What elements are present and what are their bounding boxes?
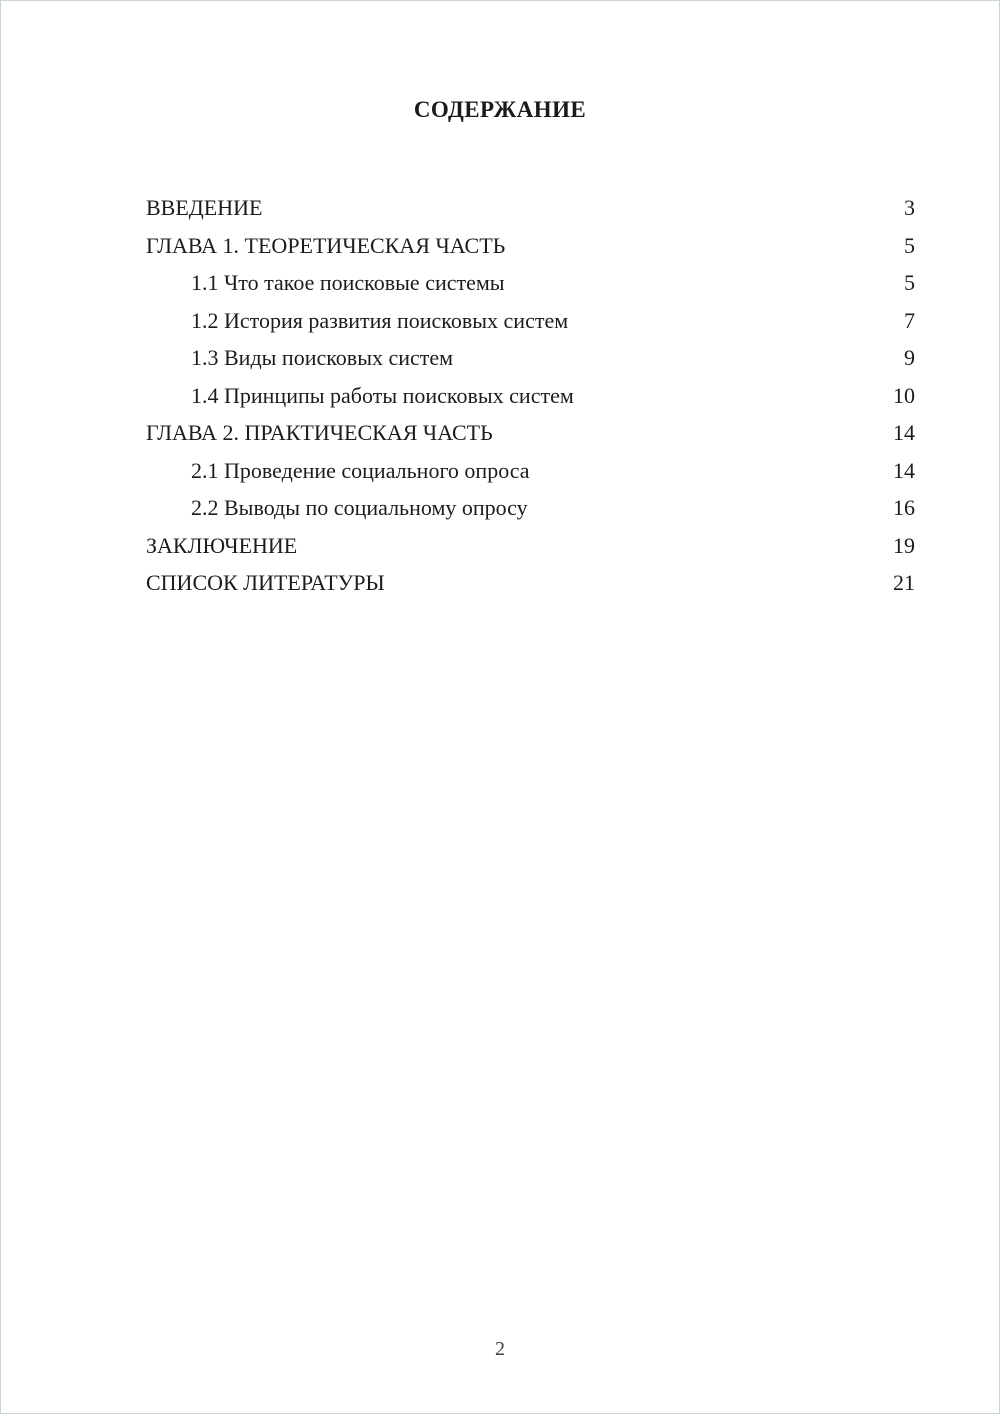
toc-entry-page: 9: [904, 345, 915, 370]
toc-entry-page: 19: [893, 532, 915, 558]
toc-entry-section-2-2: [146, 489, 915, 527]
toc-entry-page: 7: [904, 307, 915, 333]
page-number: 2: [495, 1338, 505, 1360]
table-of-contents: [146, 189, 915, 602]
toc-entry-section-2-1: [146, 452, 915, 490]
toc-entry-label: 1.1 Что такое поисковые системы: [191, 270, 505, 295]
toc-entry-section-1-4: [146, 377, 915, 415]
toc-entry-introduction: [146, 189, 915, 227]
toc-entry-label: 1.2 История развития поисковых систем: [191, 307, 569, 333]
toc-entry-page: 14: [893, 420, 915, 445]
toc-entry-page: 5: [904, 232, 915, 258]
toc-entry-page: 21: [893, 570, 915, 595]
toc-entry-page: 14: [893, 457, 915, 483]
toc-entry-page: 16: [893, 495, 915, 520]
page-title: СОДЕРЖАНИЕ: [413, 97, 587, 122]
toc-entry-label: ЗАКЛЮЧЕНИЕ: [146, 532, 298, 558]
toc-entry-page: 5: [904, 270, 915, 295]
toc-entry-label: 2.2 Выводы по социальному опросу: [191, 495, 528, 520]
toc-entry-label: ГЛАВА 1. ТЕОРЕТИЧЕСКАЯ ЧАСТЬ: [146, 232, 506, 258]
toc-entry-bibliography: [146, 564, 915, 602]
toc-entry-label: ГЛАВА 2. ПРАКТИЧЕСКАЯ ЧАСТЬ: [146, 420, 493, 445]
toc-entry-label: ВВЕДЕНИЕ: [146, 195, 263, 220]
toc-entry-page: 3: [904, 195, 915, 220]
toc-entry-label: 2.1 Проведение социального опроса: [191, 457, 530, 483]
toc-entry-label: 1.4 Принципы работы поисковых систем: [191, 382, 574, 408]
toc-entry-section-1-1: [146, 264, 915, 302]
toc-entry-chapter2: [146, 414, 915, 452]
toc-entry-label: 1.3 Виды поисковых систем: [191, 345, 454, 370]
toc-entry-section-1-3: [146, 339, 915, 377]
toc-entry-page: 10: [893, 382, 915, 408]
toc-entry-chapter1: [146, 227, 915, 265]
toc-entry-section-1-2: [146, 302, 915, 340]
toc-entry-conclusion: [146, 527, 915, 565]
toc-entry-label: СПИСОК ЛИТЕРАТУРЫ: [146, 570, 385, 595]
